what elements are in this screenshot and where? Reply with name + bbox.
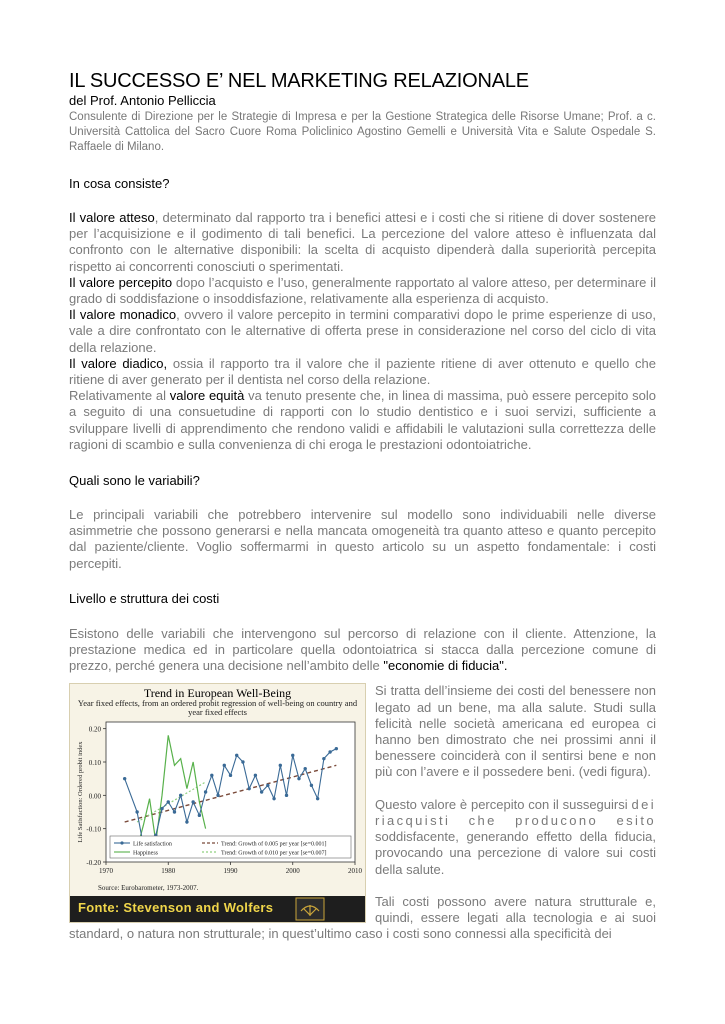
life-satisfaction-point xyxy=(167,801,170,804)
legend-marker-ls xyxy=(120,842,123,845)
author-line: del Prof. Antonio Pelliccia xyxy=(69,93,216,108)
life-satisfaction-point xyxy=(198,814,201,817)
paragraph-benessere: Si tratta dell’insieme dei costi del benessere non legato ad un bene, ma alla salute. Studi sulla felicità nelle società americana ed europea ci hanno ben dimostrato che nei prossimi anni il benessere coinciderà con il sentirsi bene e non più con l’avere e il possedere beni. (vedi figura). xyxy=(375,683,656,780)
x-tick-label: 1980 xyxy=(161,867,176,876)
life-satisfaction-point xyxy=(285,794,288,797)
life-satisfaction-point xyxy=(260,791,263,794)
figure-and-text xyxy=(69,683,656,942)
y-axis-label: Life Satisfaction: Ordered probit index xyxy=(77,741,84,844)
paragraph-text: , ovvero il valore percepito in termini comparativi dopo le prime esperienze di uso, vale a dire confrontato con le alternative di offerta prese in considerazione nel corso del ciclo di vita della relazione. xyxy=(69,307,656,355)
paragraph-valore-percepito xyxy=(69,275,656,307)
life-satisfaction-point xyxy=(204,791,207,794)
y-tick-label: 0.10 xyxy=(88,759,101,768)
figure-footer xyxy=(70,896,365,922)
chart-subtitle: Year fixed effects, from an ordered probit regression of well-being on country and year fixed effects xyxy=(77,698,358,718)
paragraph-text: Esistono delle variabili che intervengono sul percorso di relazione con il cliente. Attenzione, la prestazione medica ed in particolare quella odontoiatrica si stacca dalla percezione comune di prezzo, perché genera una decisione nell’ambito delle xyxy=(69,625,656,674)
life-satisfaction-point xyxy=(223,764,226,767)
heading-livello-costi: Livello e struttura dei costi xyxy=(69,590,220,606)
article xyxy=(69,70,656,942)
x-tick-label: 2010 xyxy=(348,867,362,876)
paragraph-natura-costi: Tali costi possono avere natura strutturale e, quindi, essere legati alla tecnologia e ai suoi standard, o natura non strutturale; in quest’ultimo caso i costi sono connessi alla specificità dei xyxy=(69,893,656,942)
life-satisfaction-point xyxy=(185,821,188,824)
life-satisfaction-point xyxy=(191,801,194,804)
paragraph-variabili: Le principali variabili che potrebbero intervenire sul modello sono individuabili nelle diverse asimmetrie che possono generarsi e nella mancata omogeneità tra quanto atteso e quanto percepito dal paziente/cliente. Voglio soffermarmi in questo articolo su un aspetto fondamentale: i costi percepiti. xyxy=(69,507,656,571)
life-satisfaction-point xyxy=(297,777,300,780)
well-being-figure xyxy=(69,683,366,923)
keyword-valore-diadico: Il valore diadico, xyxy=(69,355,168,371)
life-satisfaction-point xyxy=(229,774,232,777)
paragraph-text: va tenuto presente che, in linea di massima, può essere percepito solo a seguito di una consuetudine di rapporti con lo studio dentistico e i suoi servizi, sufficiente a sviluppare livelli di apprendimento che rendono validi e affidabili le valutazioni sulla correttezza delle ragioni di scambio e sulla convenienza di chi eroga le prestazioni odontoiatriche. xyxy=(69,388,656,452)
legend-label-ls: Life satisfaction xyxy=(133,841,172,848)
y-tick-label: -0.20 xyxy=(86,859,101,868)
life-satisfaction-point xyxy=(328,751,331,754)
eagle-seal-icon xyxy=(295,897,325,921)
paragraph-text: Relativamente al xyxy=(69,388,170,404)
life-satisfaction-point xyxy=(310,784,313,787)
life-satisfaction-point xyxy=(272,797,275,800)
chart-source: Source: Eurobarometer, 1973-2007. xyxy=(98,884,199,893)
paragraph-valore-monadico xyxy=(69,307,656,356)
figure-footer-text: Fonte: Stevenson and Wolfers xyxy=(78,900,274,916)
life-satisfaction-point xyxy=(135,811,138,814)
heading-in-cosa-consiste: In cosa consiste? xyxy=(69,176,170,191)
y-tick-label: 0.00 xyxy=(88,792,101,801)
life-satisfaction-point xyxy=(235,754,238,757)
legend-label-tr1: Trend: Growth of 0.005 per year [se=0.001] xyxy=(221,841,327,848)
life-satisfaction-point xyxy=(304,767,307,770)
author-affiliation: Consulente di Direzione per le Strategie di Impresa e per la Gestione Strategica delle Risorse Umane; Prof. a c. Università Cattolica del Sacro Cuore Roma Policlinico Agostino Gemelli e Università Vita e Salute Ospedale S. Raffaele di Milano. xyxy=(69,111,656,153)
y-tick-label: -0.10 xyxy=(86,826,101,835)
life-satisfaction-point xyxy=(279,764,282,767)
life-satisfaction-point xyxy=(216,794,219,797)
chart-title: Trend in European Well-Being xyxy=(143,686,292,701)
life-satisfaction-point xyxy=(322,757,325,760)
paragraph-text: ossia il rapporto tra il valore che il paziente ritiene di aver ottenuto e quello che ritiene di aver generato per il dentista nel corso della relazione. xyxy=(69,355,656,388)
paragraph-text: soddisfacente, generando effetto della fiducia, provocando una percezione di valore sui costi della salute. xyxy=(375,829,656,877)
life-satisfaction-point xyxy=(210,774,213,777)
life-satisfaction-point xyxy=(173,811,176,814)
life-satisfaction-point xyxy=(316,797,319,800)
paragraph-text: , determinato dal rapporto tra i benefici attesi e i costi che si ritiene di dover sostenere per l’acquisizione e il godimento di tali benefici. La percezione del valore atteso è influenzata dal confronto con le alternative disponibili: la scelta di acquisto dipenderà dalla superiorità percepita rispetto ai concorrenti conosciuti o sperimentati. xyxy=(69,210,657,274)
paragraph-valore-equita xyxy=(69,388,656,453)
x-tick-label: 2000 xyxy=(285,867,300,876)
keyword-valore-equita: valore equità xyxy=(169,388,245,404)
keyword-economie-di-fiducia: "economie di fiducia". xyxy=(383,658,508,674)
legend-label-hp: Happiness xyxy=(133,850,158,857)
life-satisfaction-point xyxy=(179,794,182,797)
life-satisfaction-point xyxy=(266,784,269,787)
keyword-valore-percepito: Il valore percepito xyxy=(69,274,173,290)
life-satisfaction-point xyxy=(254,774,257,777)
paragraph-costi xyxy=(69,626,656,675)
life-satisfaction-point xyxy=(160,807,163,810)
paragraph-text: dopo l’acquisto e l’uso, generalmente rapportato al valore atteso, per determinare il grado di soddisfazione o insoddisfazione, relativamente alla esperienza di acquisto. xyxy=(69,274,656,307)
x-tick-label: 1990 xyxy=(223,867,238,876)
paragraph-valore-diadico xyxy=(69,356,656,388)
page-title: IL SUCCESSO E’ NEL MARKETING RELAZIONALE xyxy=(69,70,529,92)
x-tick-label: 1970 xyxy=(99,867,113,876)
keyword-valore-atteso: Il valore atteso xyxy=(69,210,155,225)
life-satisfaction-point xyxy=(335,747,338,750)
life-satisfaction-point xyxy=(123,777,126,780)
life-satisfaction-point xyxy=(291,754,294,757)
paragraph-text: dei riacquisti che producono esito xyxy=(375,796,656,828)
heading-quali-variabili: Quali sono le variabili? xyxy=(69,473,200,489)
keyword-valore-monadico: Il valore monadico xyxy=(69,307,177,323)
y-tick-label: 0.20 xyxy=(88,726,101,735)
paragraph-valore-atteso xyxy=(69,210,656,275)
legend-label-tr2: Trend: Growth of 0.010 per year [se=0.007] xyxy=(221,850,327,857)
life-satisfaction-point xyxy=(241,761,244,764)
life-satisfaction-point xyxy=(247,787,250,790)
paragraph-text: Questo valore è percepito con il susseguirsi xyxy=(375,796,628,812)
